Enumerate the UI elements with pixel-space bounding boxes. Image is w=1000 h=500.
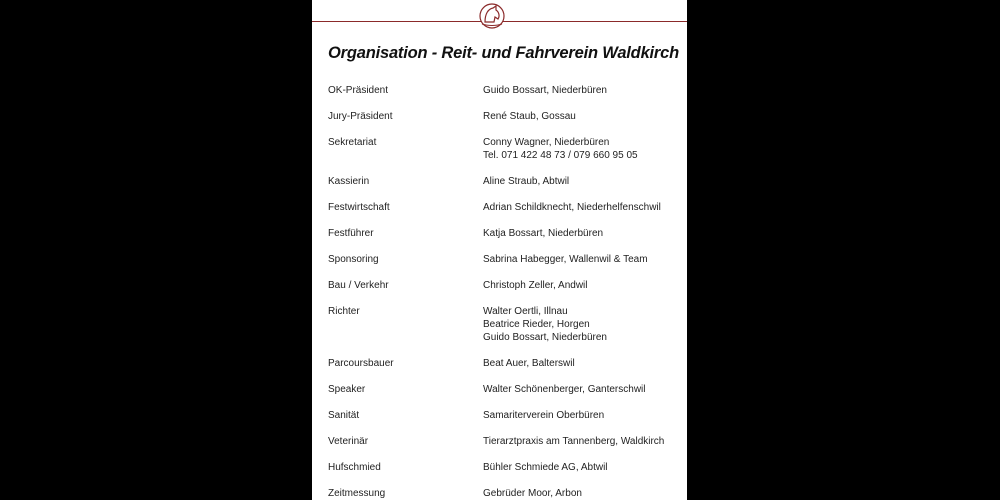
person-name: René Staub, Gossau [483,111,576,122]
person-names [483,305,678,344]
horse-logo-icon [472,2,512,30]
role-label: Sekretariat [328,137,377,148]
person-names [483,84,678,97]
list-item [328,84,678,97]
role-label: Festführer [328,228,374,239]
person-name: Tierarztpraxis am Tannenberg, Waldkirch [483,436,665,447]
person-name: Tel. 071 422 48 73 / 079 660 95 05 [483,150,638,161]
person-names [483,383,678,396]
list-item [328,175,678,188]
role-label: Speaker [328,384,366,395]
person-names [483,136,678,162]
list-item [328,435,678,448]
role-label: Veterinär [328,436,369,447]
list-item [328,305,678,344]
role-label: Sponsoring [328,254,379,265]
role-label: Parcoursbauer [328,358,394,369]
role-label: Jury-Präsident [328,111,393,122]
person-names [483,227,678,240]
list-item [328,110,678,123]
person-names [483,201,678,214]
person-names [483,175,678,188]
list-item [328,201,678,214]
person-name: Samariterverein Oberbüren [483,410,605,421]
page-title: Organisation - Reit- und Fahrverein Waldkirch [328,44,680,62]
person-name: Walter Schönenberger, Ganterschwil [483,384,646,395]
person-name: Adrian Schildknecht, Niederhelfenschwil [483,202,661,213]
role-label: Zeitmessung [328,488,386,499]
person-name: Christoph Zeller, Andwil [483,280,588,291]
role-label: Kassierin [328,176,370,187]
role-label: OK-Präsident [328,85,389,96]
person-names [483,357,678,370]
list-item [328,383,678,396]
organisation-list [328,84,678,500]
person-name: Guido Bossart, Niederbüren [483,85,607,96]
role-label: Bau / Verkehr [328,280,389,291]
role-label: Hufschmied [328,462,381,473]
list-item [328,253,678,266]
person-names [483,110,678,123]
person-names [483,279,678,292]
person-name: Katja Bossart, Niederbüren [483,228,604,239]
person-name: Aline Straub, Abtwil [483,176,570,187]
person-names [483,487,678,500]
person-names [483,435,678,448]
person-name: Sabrina Habegger, Wallenwil & Team [483,254,648,265]
document-page [312,0,687,500]
person-name: Walter Oertli, Illnau [483,306,568,317]
list-item [328,409,678,422]
person-name: Conny Wagner, Niederbüren [483,137,610,148]
person-name: Beat Auer, Balterswil [483,358,575,369]
person-name: Bühler Schmiede AG, Abtwil [483,462,608,473]
person-name: Beatrice Rieder, Horgen [483,319,590,330]
list-item [328,487,678,500]
list-item [328,136,678,162]
person-names [483,253,678,266]
list-item [328,279,678,292]
person-names [483,409,678,422]
role-label: Festwirtschaft [328,202,390,213]
person-name: Gebrüder Moor, Arbon [483,488,582,499]
role-label: Sanität [328,410,360,421]
role-label: Richter [328,306,360,317]
person-names [483,461,678,474]
person-name: Guido Bossart, Niederbüren [483,332,607,343]
list-item [328,227,678,240]
list-item [328,357,678,370]
list-item [328,461,678,474]
